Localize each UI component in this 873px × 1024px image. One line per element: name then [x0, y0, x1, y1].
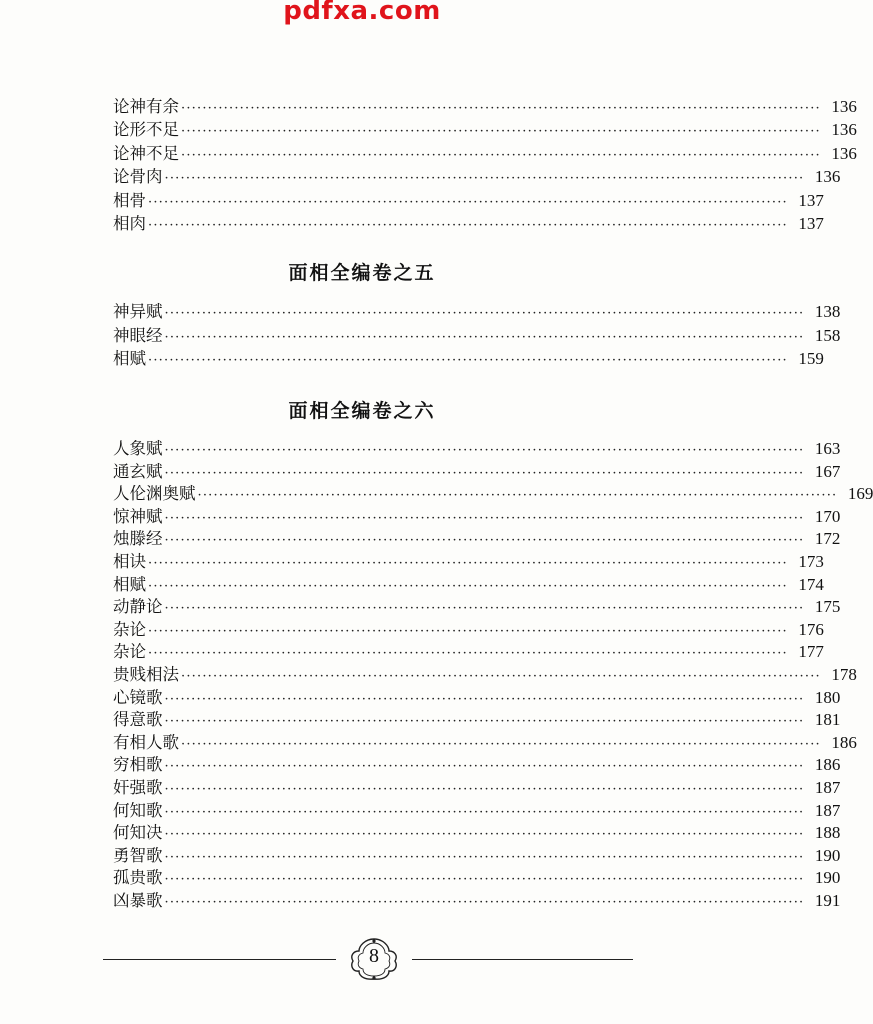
- toc-entry-title: 杂论: [113, 619, 146, 639]
- toc-entry-title: 孤贵歌: [113, 868, 163, 888]
- toc-entry: [113, 709, 841, 732]
- toc-leader-dots: ························································································································: [164, 601, 805, 617]
- toc-entry-title: 相肉: [113, 213, 146, 233]
- toc-entry-title: 奸强歌: [113, 777, 163, 797]
- toc-entry: [113, 574, 824, 597]
- toc-entry-page: 158: [814, 325, 841, 345]
- toc-entry-page: 136: [814, 167, 841, 187]
- toc-entry-page: 173: [798, 551, 824, 571]
- toc-leader-dots: ························································································································: [164, 465, 805, 481]
- toc-entry-page: 175: [814, 597, 841, 617]
- toc-entry-title: 凶暴歌: [113, 890, 163, 910]
- toc-entry-page: 176: [798, 619, 824, 639]
- toc-entry: [113, 732, 857, 755]
- toc-entry-title: 相诀: [113, 551, 146, 571]
- page-number: 8: [369, 945, 379, 967]
- toc-leader-dots: ························································································································: [197, 488, 838, 504]
- toc-entry-page: 191: [814, 890, 841, 910]
- toc-entry: [113, 506, 841, 529]
- toc-entry: [113, 845, 841, 868]
- toc-leader-dots: ························································································································: [164, 804, 805, 820]
- toc-entry-page: 170: [814, 506, 841, 526]
- toc-entry-page: 169: [847, 484, 873, 504]
- toc-entry-title: 人伦渊奥赋: [113, 484, 196, 504]
- toc-entry-title: 神眼经: [113, 325, 163, 345]
- toc-entry-page: 167: [814, 461, 841, 481]
- toc-entry: [113, 596, 841, 619]
- toc-entry-title: 人象赋: [113, 439, 163, 458]
- toc-entry-title: 穷相歌: [113, 755, 163, 775]
- toc-leader-dots: ························································································································: [148, 646, 788, 662]
- toc-entry: [113, 664, 857, 687]
- toc-entry: [113, 212, 824, 235]
- toc-leader-dots: ························································································································: [181, 101, 821, 116]
- toc-entry-title: 心镜歌: [113, 687, 163, 707]
- toc-entry-title: 神异赋: [113, 302, 163, 321]
- toc-entry-title: 相赋: [113, 574, 146, 594]
- toc-entry-page: 138: [814, 302, 841, 321]
- toc-leader-dots: ························································································································: [164, 781, 805, 797]
- toc-entry: [113, 189, 824, 212]
- watermark: pdfxa.com: [283, 0, 441, 26]
- toc-entry: [113, 800, 841, 823]
- toc-entry-page: 187: [814, 777, 841, 797]
- toc-entry-title: 勇智歌: [113, 845, 163, 865]
- toc-leader-dots: ························································································································: [164, 533, 805, 549]
- toc-leader-dots: ························································································································: [148, 555, 788, 571]
- toc-entry-page: 186: [831, 732, 857, 752]
- toc-entry-title: 相骨: [113, 190, 146, 210]
- toc-entry-title: 惊神赋: [113, 506, 163, 526]
- toc-entry: [113, 300, 841, 324]
- toc-entry: [113, 822, 841, 845]
- section-heading-volume-5: 面相全编卷之五: [288, 262, 436, 284]
- toc-entry: [113, 461, 841, 484]
- toc-leader-dots: ························································································································: [164, 872, 805, 888]
- toc-entry: [113, 754, 841, 777]
- toc-entry-page: 136: [831, 143, 857, 163]
- toc-entry-title: 论形不足: [113, 120, 179, 140]
- toc-entry: [113, 687, 841, 710]
- footer-rule-left: [103, 959, 336, 960]
- toc-entry-page: 136: [831, 97, 857, 116]
- toc-leader-dots: ························································································································: [164, 171, 805, 187]
- toc-leader-dots: ························································································································: [164, 443, 805, 458]
- toc-leader-dots: ························································································································: [148, 217, 788, 233]
- toc-leader-dots: ························································································································: [181, 668, 821, 684]
- toc-entry: [113, 890, 841, 913]
- toc-entry-page: 159: [798, 349, 824, 368]
- toc-entry: [113, 347, 824, 371]
- toc-entry-page: 174: [798, 574, 824, 594]
- toc-entry-page: 190: [814, 868, 841, 888]
- toc-entry-page: 137: [798, 190, 824, 210]
- toc-section-volume-5: [113, 300, 841, 371]
- toc-leader-dots: ························································································································: [164, 510, 805, 526]
- toc-entry: [113, 324, 841, 348]
- toc-leader-dots: ························································································································: [164, 691, 805, 707]
- toc-entry: [113, 619, 824, 642]
- section-heading-volume-6: 面相全编卷之六: [288, 400, 436, 422]
- toc-entry: [113, 142, 857, 165]
- toc-entry: [113, 867, 841, 890]
- toc-entry-title: 论神不足: [113, 143, 179, 163]
- toc-section-top: [113, 95, 857, 235]
- toc-entry: [113, 641, 824, 664]
- toc-entry-title: 论骨肉: [113, 167, 163, 187]
- toc-entry-page: 137: [798, 213, 824, 233]
- toc-leader-dots: ························································································································: [164, 714, 805, 730]
- toc-entry: [113, 528, 841, 551]
- footer-rule-right: [412, 959, 633, 960]
- toc-entry: [113, 777, 841, 800]
- toc-leader-dots: ························································································································: [164, 759, 805, 775]
- toc-entry: [113, 483, 873, 506]
- toc-entry: [113, 95, 857, 118]
- toc-leader-dots: ························································································································: [148, 623, 788, 639]
- toc-leader-dots: ························································································································: [164, 849, 805, 865]
- toc-entry: [113, 118, 857, 141]
- toc-entry-title: 何知歌: [113, 800, 163, 820]
- toc-entry-title: 杂论: [113, 642, 146, 662]
- toc-entry-title: 有相人歌: [113, 732, 179, 752]
- toc-entry-title: 动静论: [113, 597, 163, 617]
- toc-entry-page: 181: [814, 710, 841, 730]
- toc-entry-page: 187: [814, 800, 841, 820]
- toc-entry-page: 172: [814, 529, 841, 549]
- toc-leader-dots: ························································································································: [181, 736, 821, 752]
- toc-entry-page: 163: [814, 439, 841, 458]
- toc-entry: [113, 551, 824, 574]
- toc-leader-dots: ························································································································: [164, 827, 805, 843]
- toc-entry-title: 烛滕经: [113, 529, 163, 549]
- toc-entry-title: 何知决: [113, 823, 163, 843]
- toc-entry: [113, 438, 841, 461]
- toc-leader-dots: ························································································································: [164, 894, 805, 910]
- toc-entry-page: 136: [831, 120, 857, 140]
- toc-leader-dots: ························································································································: [148, 353, 788, 368]
- toc-entry-page: 188: [814, 823, 841, 843]
- toc-entry: [113, 165, 841, 188]
- toc-entry-page: 180: [814, 687, 841, 707]
- toc-entry-title: 通玄赋: [113, 461, 163, 481]
- toc-section-volume-6: [113, 438, 873, 912]
- toc-leader-dots: ························································································································: [181, 124, 821, 140]
- toc-entry-page: 190: [814, 845, 841, 865]
- toc-entry-title: 相赋: [113, 349, 146, 368]
- toc-entry-title: 论神有余: [113, 97, 179, 116]
- toc-leader-dots: ························································································································: [164, 306, 805, 321]
- toc-leader-dots: ························································································································: [148, 194, 788, 210]
- toc-entry-title: 得意歌: [113, 710, 163, 730]
- toc-entry-page: 178: [831, 664, 857, 684]
- toc-leader-dots: ························································································································: [164, 329, 805, 345]
- toc-entry-page: 186: [814, 755, 841, 775]
- toc-leader-dots: ························································································································: [181, 147, 821, 163]
- toc-entry-page: 177: [798, 642, 824, 662]
- toc-leader-dots: ························································································································: [148, 578, 788, 594]
- toc-entry-title: 贵贱相法: [113, 664, 179, 684]
